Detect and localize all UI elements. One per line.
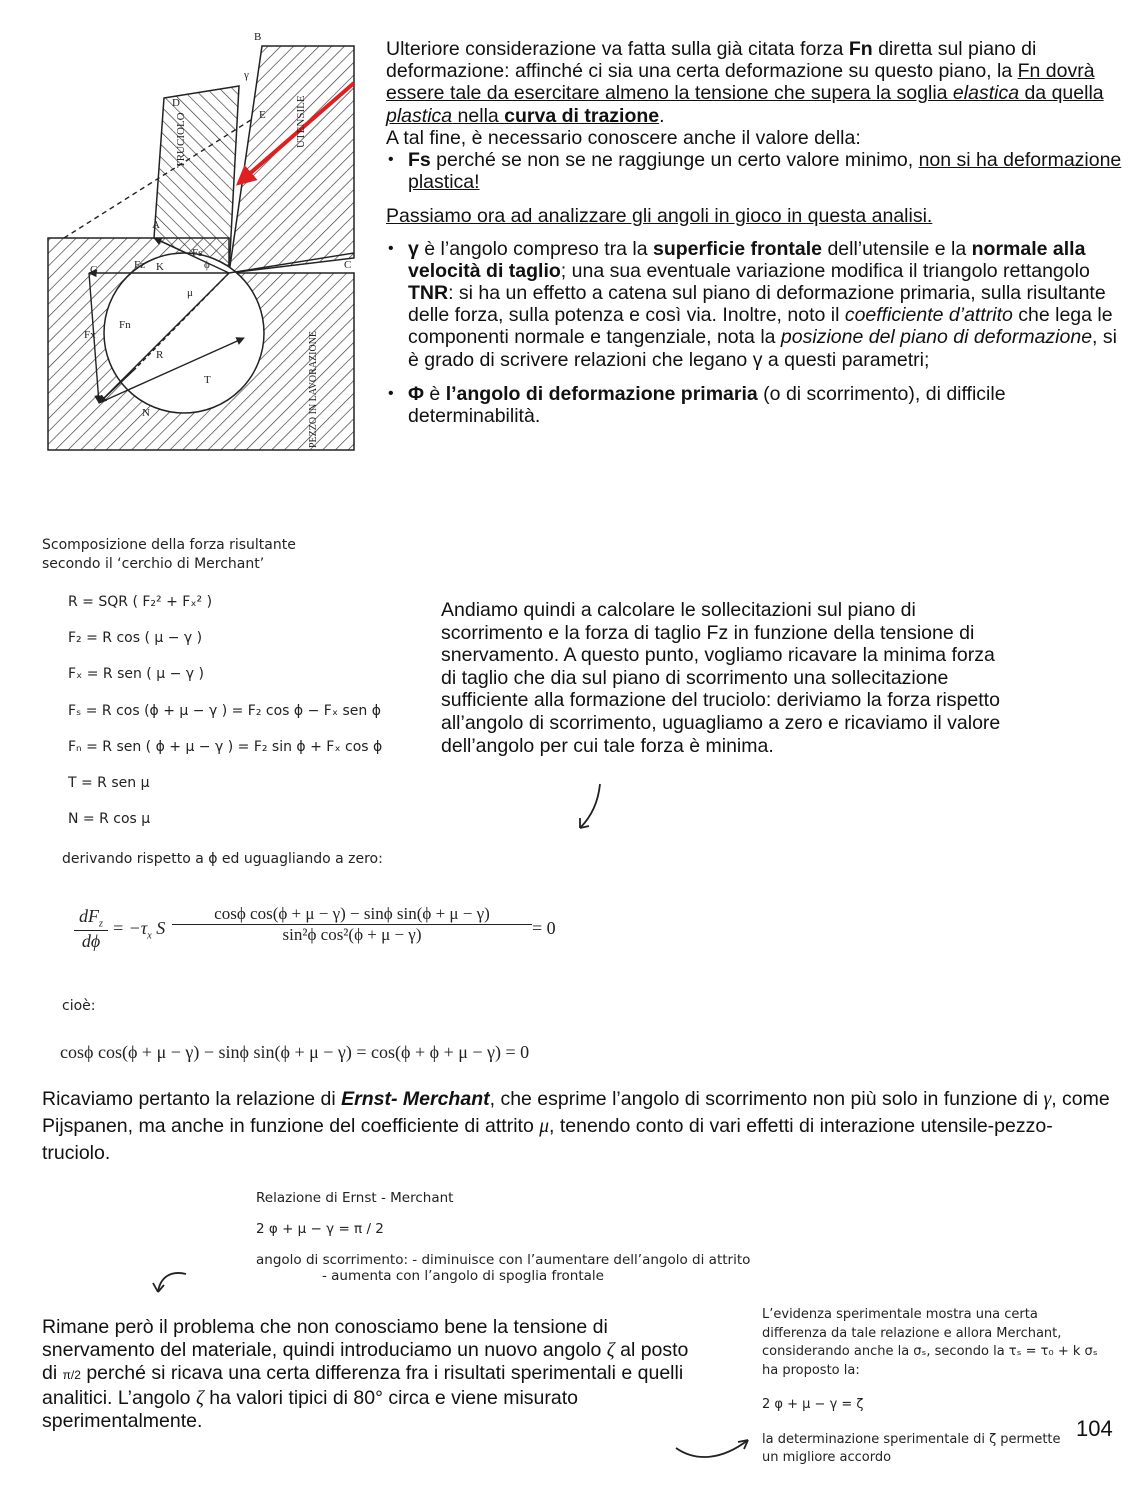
svg-text:A: A bbox=[152, 219, 160, 231]
bullet-gamma: • γ è l’angolo compreso tra la superficie frontale dell’utensile e la normale alla velocità di taglio; una sua eventuale variazione modifica il triangolo rettangolo TNR: si ha un effetto a catena sul piano di deformazione primaria, sulla risultante delle forza, sulla potenza e così via. Inoltre, noto il coefficiente d’attrito che lega le componenti normale e tangenziale, nota la posizione del piano di deformazione, si è grado di scrivere relazioni che legano γ a questi parametri; bbox=[386, 238, 1126, 371]
section-heading: Passiamo ora ad analizzare gli angoli in gioco in questa analisi. bbox=[386, 205, 933, 228]
curved-arrow-icon bbox=[570, 780, 610, 834]
paragraph-fn: Ulteriore considerazione va fatta sulla già citata forza Fn diretta sul piano di deformazione: affinché ci sia una certa deformazione su questo piano, la Fn dovrà essere tale da esercitare almeno la tensione che supera la soglia elastica da quella plastica nella curva di trazione. bbox=[386, 38, 1104, 127]
svg-text:B: B bbox=[254, 31, 262, 43]
top-text-block bbox=[386, 38, 1126, 427]
equation-2: cosϕ cos(ϕ + μ − γ) − sinϕ sin(ϕ + μ − γ) = cos(ϕ + ϕ + μ − γ) = 0 bbox=[60, 1042, 530, 1062]
evidence-box: L’evidenza sperimentale mostra una certa differenza da tale relazione e allora Merchant, considerando anche la σₛ, secondo la τₛ = τ₀ + k σₛ ha proposto la: 2 φ + μ − γ = ζ la determinazione sperimentale di ζ permette un migliore accordo bbox=[762, 1307, 1098, 1465]
svg-text:E: E bbox=[259, 109, 266, 121]
svg-text:TRUCIOLO: TRUCIOLO bbox=[175, 112, 187, 168]
bottom-paragraph: Rimane però il problema che non conosciamo bene la tensione di snervamento del materiale, quindi introduciamo un nuovo angolo ζ al posto di π/2 perché si ricava una certa differenza fra i risultati sperimentali e quelli analitici. L’angolo ζ ha valori tipici di 80° circa e viene misurato sperimentalmente. bbox=[42, 1316, 689, 1432]
svg-text:T: T bbox=[204, 374, 211, 386]
formula-fx: Fₓ = R sen ( μ − γ ) bbox=[68, 666, 204, 682]
formula-fs: Fₛ = R cos (ϕ + μ − γ ) = F₂ cos ϕ − Fₓ sen ϕ bbox=[68, 703, 381, 719]
formula-fz: F₂ = R cos ( μ − γ ) bbox=[68, 630, 203, 646]
merchant-circle bbox=[104, 253, 264, 413]
svg-text:G: G bbox=[90, 264, 98, 276]
svg-text:N: N bbox=[142, 407, 150, 419]
formula-r: R = SQR ( F₂² + Fₓ² ) bbox=[68, 594, 213, 610]
formula-t: T = R sen μ bbox=[68, 775, 150, 791]
svg-text:Fs: Fs bbox=[192, 247, 203, 259]
svg-text:Fx: Fx bbox=[84, 329, 96, 341]
curved-arrow-left-icon bbox=[148, 1268, 190, 1298]
svg-text:C: C bbox=[344, 259, 352, 271]
mid-paragraph: Andiamo quindi a calcolare le sollecitazioni sul piano di scorrimento e la forza di taglio Fz in funzione della tensione di snervamento. A questo punto, vogliamo ricavare la minima forza di taglio che dia sul piano di scorrimento una sollecitazione sufficiente alla formazione del truciolo: deriviamo la forza rispetto all’angolo di scorrimento, uguagliamo a zero e ricaviamo il valore dell’angolo per cui tale forza è minima. bbox=[441, 599, 1001, 757]
svg-text:D: D bbox=[172, 97, 180, 109]
page-number: 104 bbox=[1076, 1416, 1113, 1441]
paragraph-scopo: A tal fine, è necessario conoscere anche il valore della: bbox=[386, 126, 861, 149]
bullet-phi: • Φ è l’angolo di deformazione primaria (o di scorrimento), di difficile determinabilità. bbox=[386, 383, 1126, 427]
svg-text:UTENSILE: UTENSILE bbox=[295, 95, 307, 148]
deriv-text: derivando rispetto a ϕ ed uguagliando a zero: bbox=[62, 851, 383, 867]
svg-text:R: R bbox=[156, 349, 164, 361]
svg-text:γ: γ bbox=[244, 69, 249, 81]
svg-text:Fz: Fz bbox=[134, 259, 145, 271]
derivative-equation: $dF_z$ dϕ = $-\tau_x$ S cosϕ cos(ϕ + μ − γ) − sinϕ sin(ϕ + μ − γ) sin²ϕ cos²(ϕ + μ − γ) = 0 bbox=[70, 900, 590, 960]
swoosh-arrow-icon bbox=[672, 1434, 756, 1468]
formula-fn: Fₙ = R sen ( ϕ + μ − γ ) = F₂ sin ϕ + Fₓ cos ϕ bbox=[68, 739, 383, 755]
svg-text:Fn: Fn bbox=[119, 319, 131, 331]
ernst-box: Relazione di Ernst - Merchant 2 φ + μ − γ = π / 2 angolo di scorrimento: - diminuisce con l’aumentare dell’angolo di attrito - aumenta con l’angolo di spoglia frontale bbox=[256, 1190, 751, 1284]
svg-text:K: K bbox=[156, 261, 164, 273]
cioe-text: cioè: bbox=[62, 998, 96, 1014]
svg-text:μ: μ bbox=[187, 287, 193, 299]
merchant-cutting-diagram bbox=[44, 28, 364, 458]
bullet-fs: • Fs perché se non se ne raggiunge un certo valore minimo, non si ha deformazione plastica! bbox=[386, 149, 1126, 193]
ernst-paragraph: Ricaviamo pertanto la relazione di Ernst- Merchant, che esprime l’angolo di scorrimento non più solo in funzione di γ, come Pijspanen, ma anche in funzione del coefficiente di attrito μ, tenendo conto di vari effetti di interazione utensile-pezzo-truciolo. bbox=[42, 1088, 1110, 1164]
formula-n: N = R cos μ bbox=[68, 811, 151, 827]
merchant-title: Scomposizione della forza risultante secondo il ‘cerchio di Merchant’ bbox=[42, 537, 296, 572]
svg-text:PEZZO IN LAVORAZIONE: PEZZO IN LAVORAZIONE bbox=[308, 330, 319, 448]
svg-text:ϕ: ϕ bbox=[204, 259, 210, 271]
